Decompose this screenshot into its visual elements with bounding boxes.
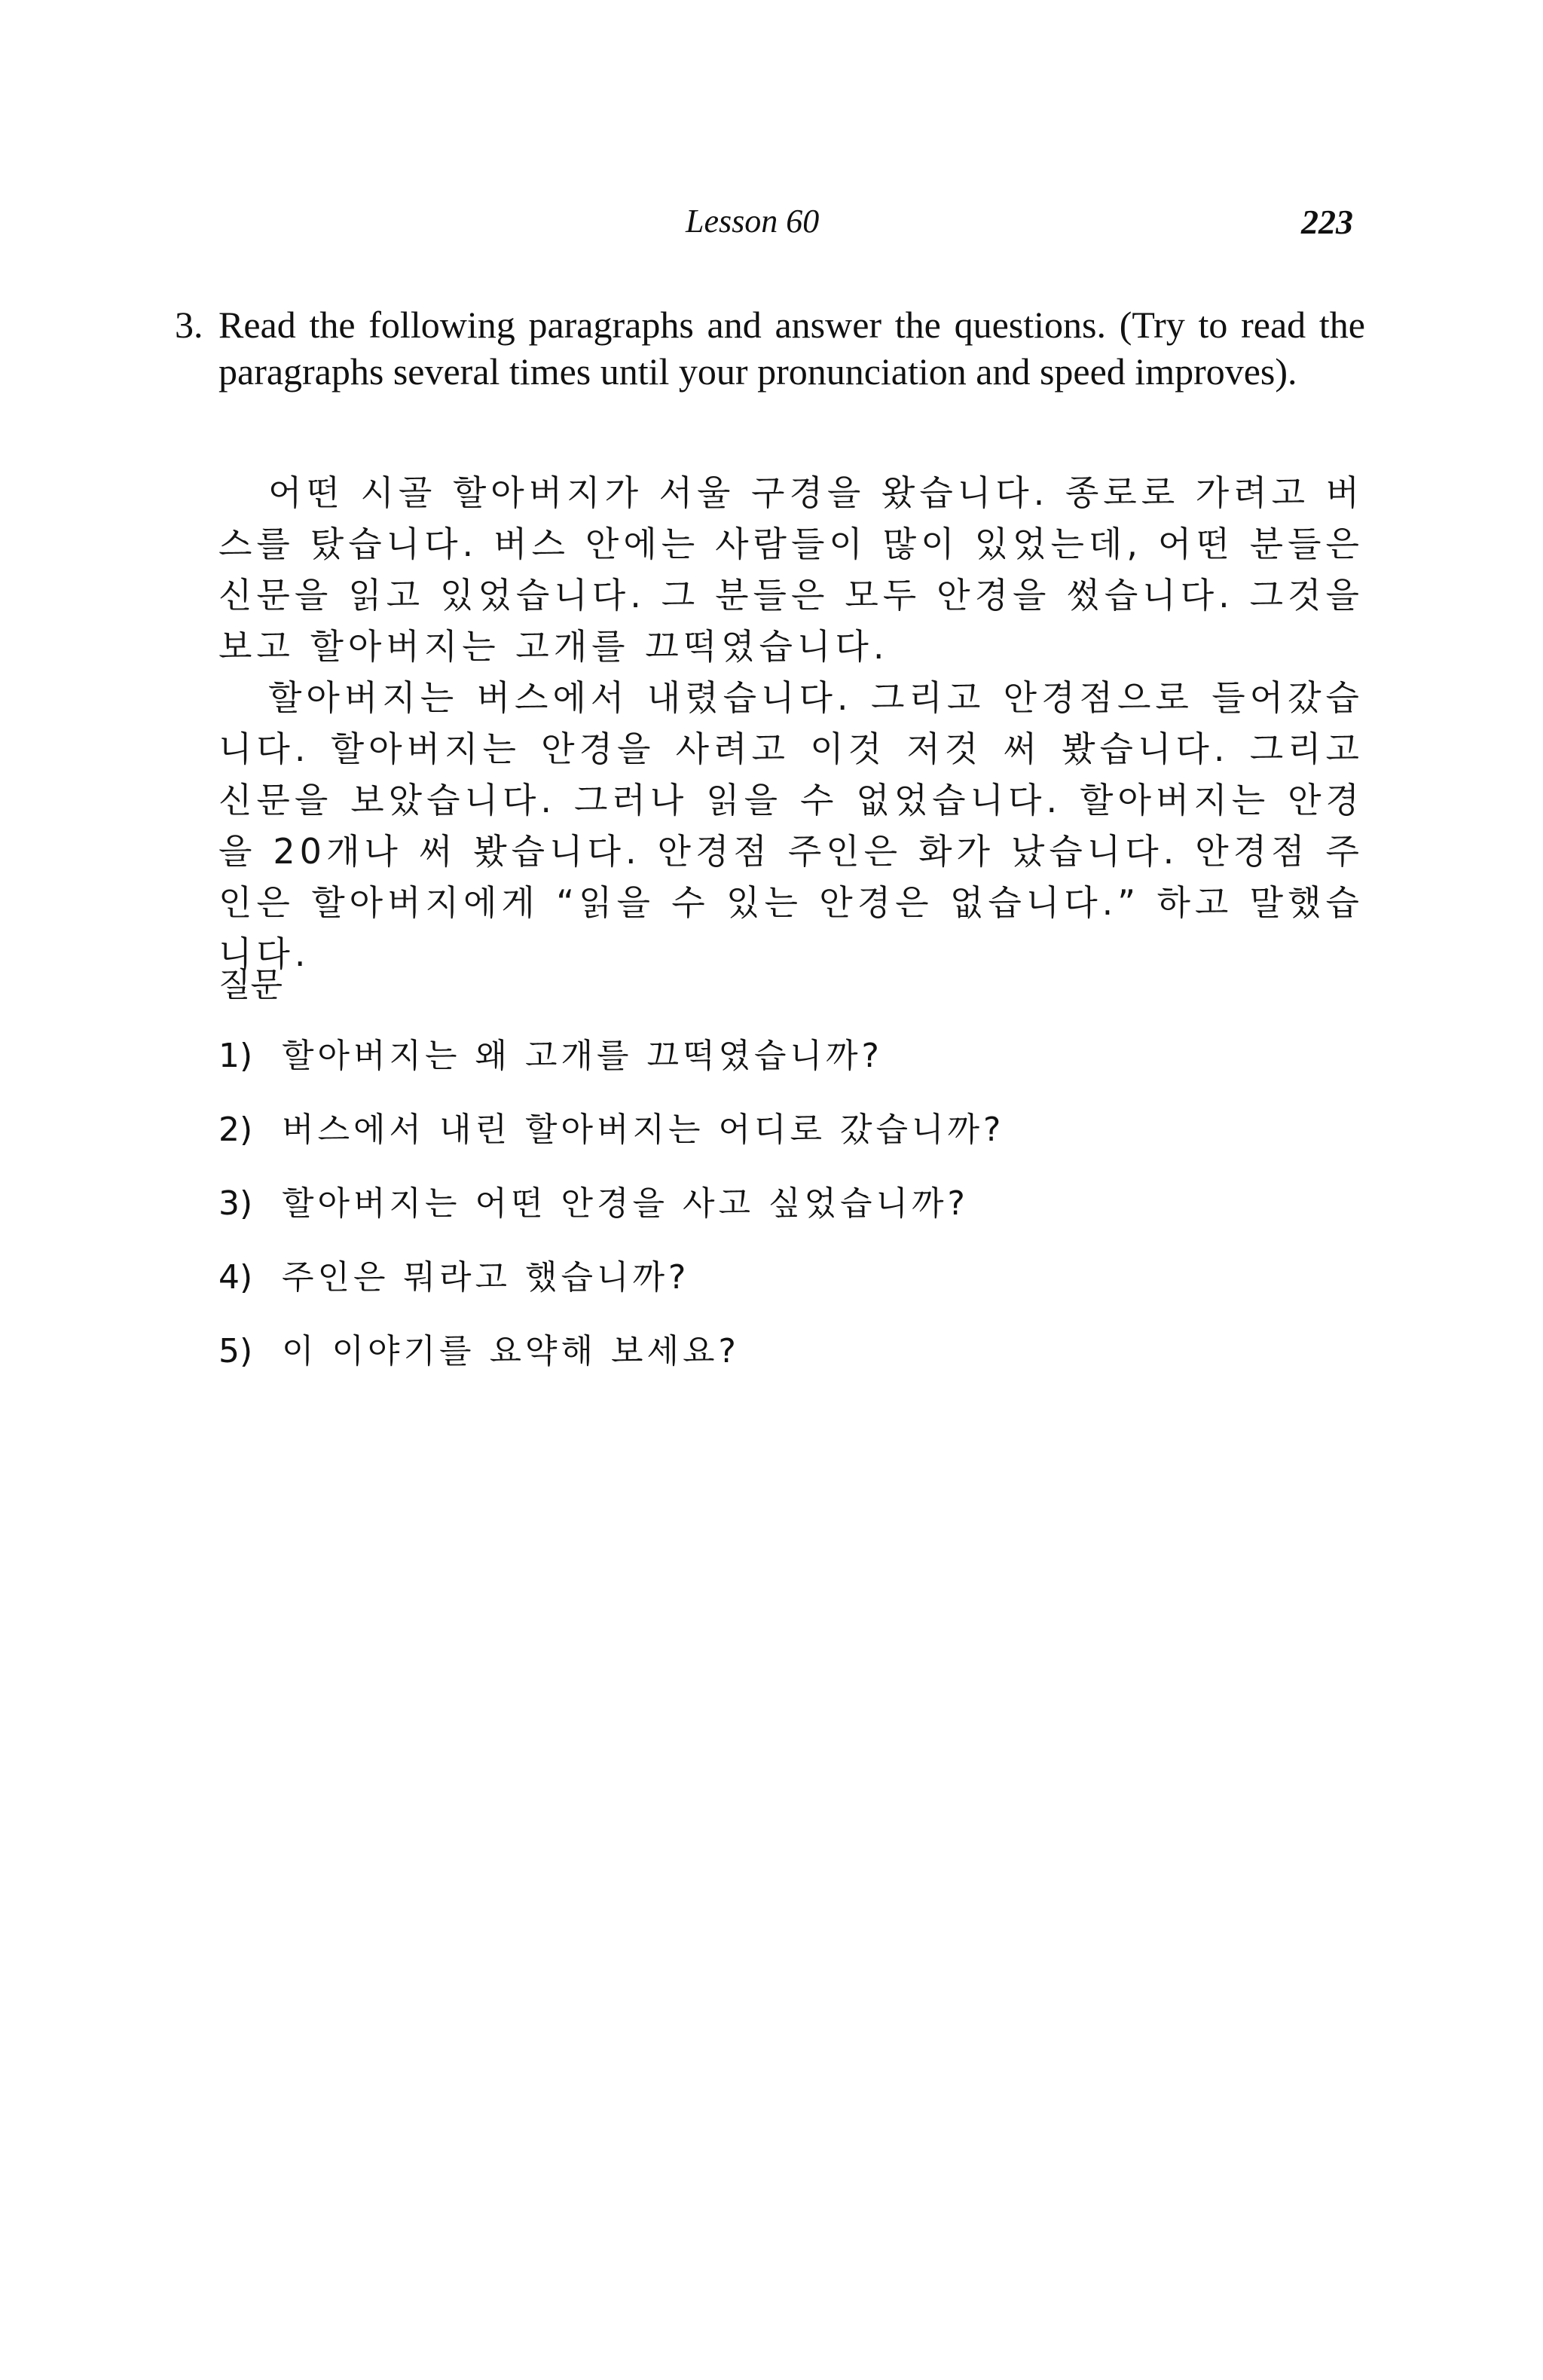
exercise-number: 3. (175, 304, 203, 346)
exercise-instruction: Read the following paragraphs and answer the questions. (Try to read the paragraphs several times until your pronunciation and speed improves). (218, 304, 1365, 393)
question-text: 주인은 뭐라고 했습니까? (282, 1258, 690, 1297)
question-number: 5) (218, 1332, 253, 1370)
question-number: 4) (218, 1258, 253, 1297)
running-title: Lesson 60 (686, 203, 820, 240)
question-text: 할아버지는 어떤 안경을 사고 싶었습니까? (282, 1184, 969, 1223)
running-head (0, 202, 1543, 247)
question-item-2 (218, 1109, 1364, 1183)
question-text: 이 이야기를 요약해 보세요? (282, 1332, 740, 1370)
question-item-4 (218, 1257, 1364, 1331)
question-item-5 (218, 1331, 1364, 1404)
question-number: 3) (218, 1184, 253, 1223)
question-text: 할아버지는 왜 고개를 끄떡였습니까? (282, 1037, 883, 1075)
question-item-3 (218, 1183, 1364, 1257)
page-number: 223 (1301, 203, 1353, 241)
questions-heading: 질문 (218, 966, 283, 1004)
question-list (218, 1035, 1364, 1404)
passage-paragraph-2: 할아버지는 버스에서 내렸습니다. 그리고 안경점으로 들어갔습니다. 할아버지는 안경을 사려고 이것 저것 써 봤습니다. 그리고 신문을 보았습니다. 그러나 읽을 수 없었습니다. 할아버지는 안경을 20개나 써 봤습니다. 안경점 주인은 화가 났습니다. 안경점 주인은 할아버지에게 “읽을 수 있는 안경은 없습니다.” 하고 말했습니다. (218, 677, 1364, 974)
question-item-1 (218, 1035, 1364, 1109)
question-text: 버스에서 내린 할아버지는 어디로 갔습니까? (282, 1111, 1005, 1149)
question-number: 1) (218, 1037, 253, 1075)
question-number: 2) (218, 1111, 253, 1149)
passage-paragraph-1: 어떤 시골 할아버지가 서울 구경을 왔습니다. 종로로 가려고 버스를 탔습니다. 버스 안에는 사람들이 많이 있었는데, 어떤 분들은 신문을 읽고 있었습니다. 그 분들은 모두 안경을 썼습니다. 그것을 보고 할아버지는 고개를 끄떡였습니다. (218, 472, 1364, 667)
reading-passage (218, 467, 1364, 979)
